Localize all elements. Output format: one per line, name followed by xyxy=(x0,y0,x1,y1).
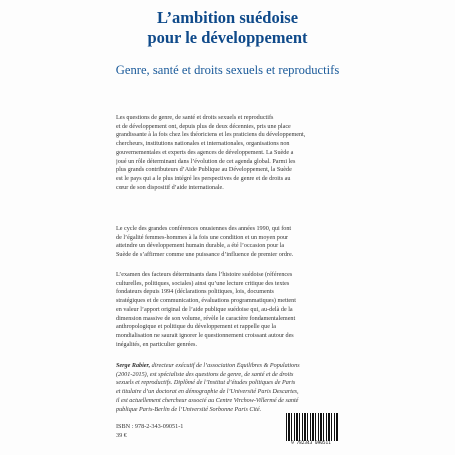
text-line: Suède de s’affirmer comme une puissance d’influence de premier ordre. xyxy=(116,252,294,259)
text-line: culturelles, politiques, sociales) ainsi qu’une lecture critique des textes xyxy=(116,280,290,287)
text-line: gouvernementales et experts des agences de développement. La Suède a xyxy=(116,149,294,156)
text-line: anthropologique et politique du développement et rappelle que la xyxy=(116,324,276,331)
text-line: joué un rôle déterminant dans l’évolution de cet agenda global. Parmi les xyxy=(116,158,296,165)
text-line: il est actuellement chercheur associé au Centre Virchow-Villermé de santé xyxy=(116,397,299,404)
author-name: Serge Rabier, xyxy=(116,363,151,369)
text-line: stratégiques et de communication, évaluations programmatiques) mettent xyxy=(116,298,296,305)
barcode-number: 9 782343 090511 xyxy=(291,441,331,446)
text-line: fondateurs depuis 1994 (déclarations politiques, lois, documents xyxy=(116,289,274,296)
text-line: publique Paris-Berlin de l’Université Sorbonne Paris Cité. xyxy=(116,406,262,413)
summary-paragraph-3 xyxy=(116,271,340,349)
text-line: cœur de son dispositif d’aide internationale. xyxy=(116,184,224,191)
text-line: et de développement ont, depuis plus de deux décennies, pris une place xyxy=(116,123,291,130)
text-line: plus grands contributeurs d’Aide Publique au Développement, la Suède xyxy=(116,167,292,174)
author-bio xyxy=(116,362,340,414)
author-bio-first: directeur exécutif de l’association Équilibres & Populations xyxy=(150,363,300,369)
price: 39 € xyxy=(116,432,127,439)
summary-paragraph-2 xyxy=(116,225,340,260)
text-line: est le pays qui a le plus intégré les perspectives de genre et de droits au xyxy=(116,175,291,182)
text-line: en valeur l’apport original de l’aide publique suédoise qui, au-delà de la xyxy=(116,306,293,313)
text-line: chercheurs, institutions nationales et internationales, organisations non xyxy=(116,141,290,148)
summary-paragraph-1 xyxy=(116,114,340,192)
text-line: Le cycle des grandes conférences onusiennes des années 1990, qui font xyxy=(116,226,292,232)
text-line: Les questions de genre, de santé et droits sexuels et reproductifs xyxy=(116,115,274,121)
text-line: inégalités, en particulier genrées. xyxy=(116,341,197,348)
text-line: et titulaire d’un doctorat en démographie de l’Université Paris Descartes, xyxy=(116,389,299,396)
title-line-2: pour le développement xyxy=(147,28,308,47)
isbn-block xyxy=(116,422,183,440)
text-line xyxy=(116,362,340,371)
text-line: mondialisation ne saurait ignorer le questionnement croissant autour des xyxy=(116,332,294,339)
text-line: dimension massive de son volume, révèle le caractère fondamentalement xyxy=(116,315,296,322)
text-line: grandissante à la fois chez les théoriciens et les praticiens du développement, xyxy=(116,132,306,139)
text-line: de l’égalité femmes-hommes à la fois une condition et un moyen pour xyxy=(116,234,289,241)
text-line: L’examen des facteurs déterminants dans l’histoire suédoise (références xyxy=(116,272,293,278)
book-title xyxy=(0,8,455,48)
text-line: (2001-2015), est spécialiste des questions de genre, de santé et de droits xyxy=(116,371,294,378)
text-line: sexuels et reproductifs. Diplômé de l’Institut d’études politiques de Paris xyxy=(116,380,296,387)
barcode xyxy=(282,413,340,449)
isbn: ISBN : 978-2-343-09051-1 xyxy=(116,423,184,430)
book-subtitle: Genre, santé et droits sexuels et reproductifs xyxy=(115,63,340,77)
barcode-bars-icon xyxy=(286,413,338,441)
text-line: atteindre un développement humain durable, a été l’occasion pour la xyxy=(116,243,285,250)
title-line-1: L’ambition suédoise xyxy=(156,8,299,27)
